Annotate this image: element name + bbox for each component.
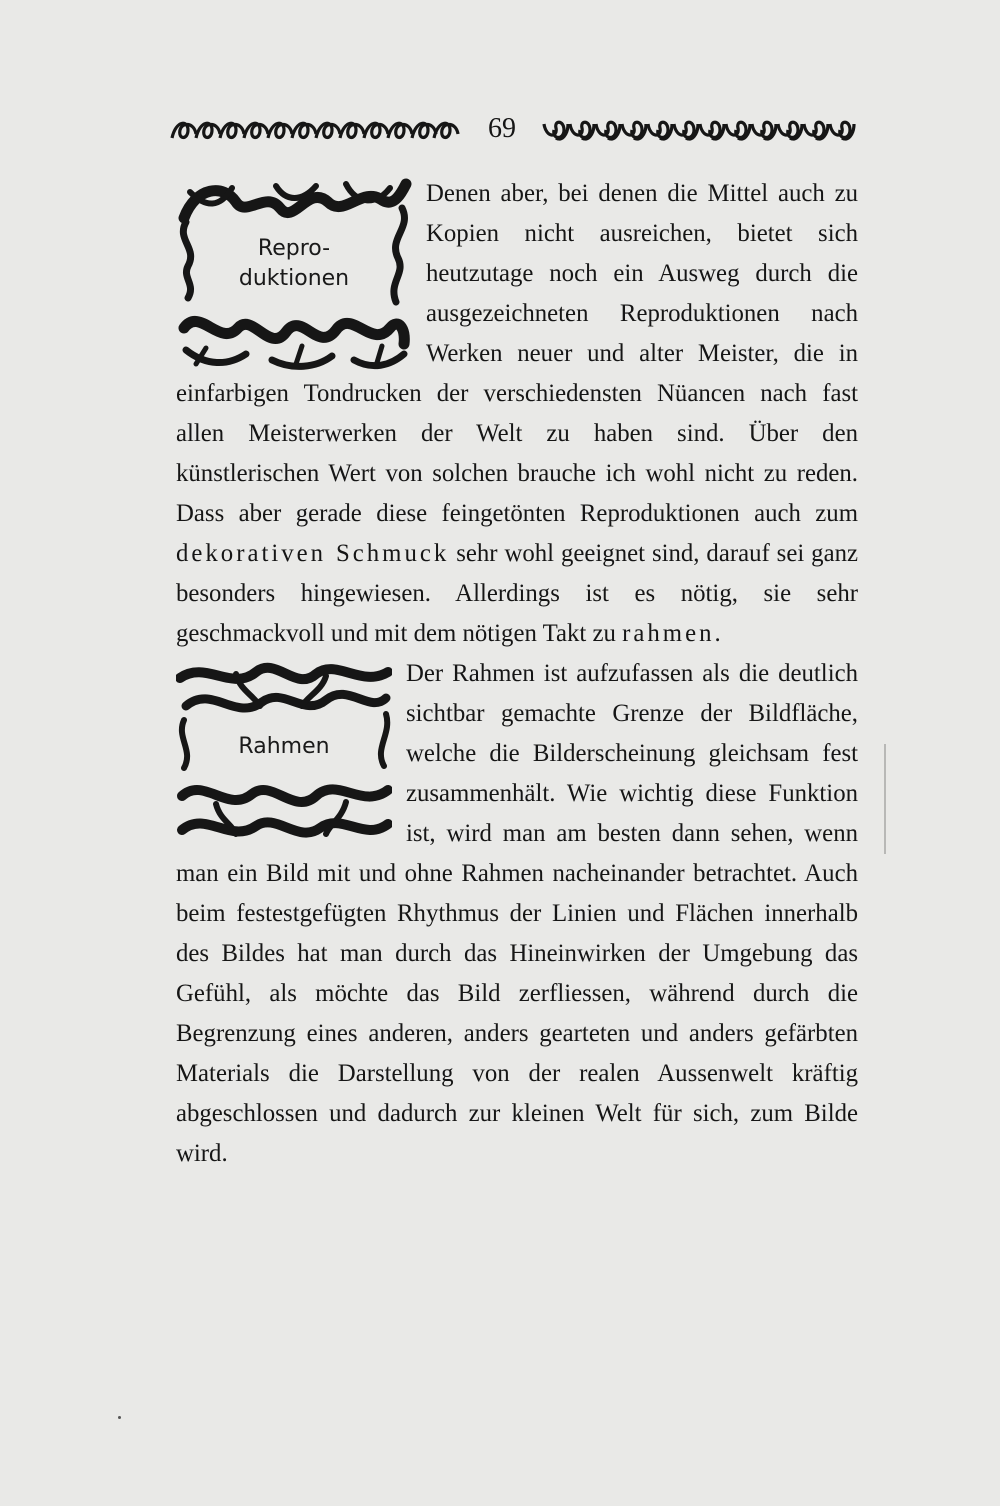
body-text	[176, 174, 858, 1174]
paragraph-1-text-c: .	[714, 620, 721, 647]
vignette-label-line1: Repro-	[257, 236, 331, 261]
spaced-emphasis-1: dekorativen Schmuck	[176, 540, 450, 567]
page-number: 69	[488, 113, 516, 144]
vignette-label	[176, 234, 412, 294]
ornament-strip-right-icon	[542, 116, 858, 144]
ornament-strip-left-icon	[170, 116, 462, 144]
running-head	[170, 112, 860, 148]
vignette-label: Rahmen	[238, 734, 330, 759]
vignette-label-line2: duktionen	[238, 266, 350, 291]
spaced-emphasis-2: rahmen	[622, 620, 715, 647]
paragraph-1-text-a: Denen aber, bei denen die Mittel auch zu Kopien nicht ausreichen, bietet sich heutzutage noch ein Ausweg durch die ausgezeichneten Reproduktionen nach Werken neuer und alter Meister, die in einfarbigen Tondrucken der verschiedensten Nüancen nach fast allen Meisterwerken der Welt zu haben sind. Über den künstlerischen Wert von solchen brauche ich wohl nicht zu reden. Dass aber gerade diese feingetönten Reproduktionen auch zum	[176, 180, 858, 527]
vignette-rahmen	[176, 658, 392, 846]
paper-speck	[118, 1416, 121, 1419]
margin-mark	[884, 744, 886, 854]
paragraph-1-text-b: sehr wohl geeignet sind, darauf sei ganz besonders hingewiesen. Allerdings ist es nötig, sie sehr geschmackvoll und mit dem nötigen Takt zu	[176, 540, 858, 647]
paragraph-2: Der Rahmen ist aufzufassen als die deutlich sichtbar gemachte Grenze der Bildfläche, welche die Bilderscheinung gleichsam fest zusammenhält. Wie wichtig diese Funktion ist, wird man am besten dann sehen, wenn man ein Bild mit und ohne Rahmen nacheinander betrachtet. Auch beim festestgefügten Rhythmus der Linien und Flächen innerhalb des Bildes hat man durch das Hineinwirken der Umgebung das Gefühl, als möchte das Bild zerfliessen, während durch die Begrenzung eines anderen, anders gearteten und anders gefärbten Materials die Darstellung von der realen Aussenwelt kräftig abgeschlossen und dadurch zur kleinen Welt für sich, zum Bilde wird.	[176, 660, 858, 1167]
vignette-reproduktionen	[176, 178, 412, 370]
